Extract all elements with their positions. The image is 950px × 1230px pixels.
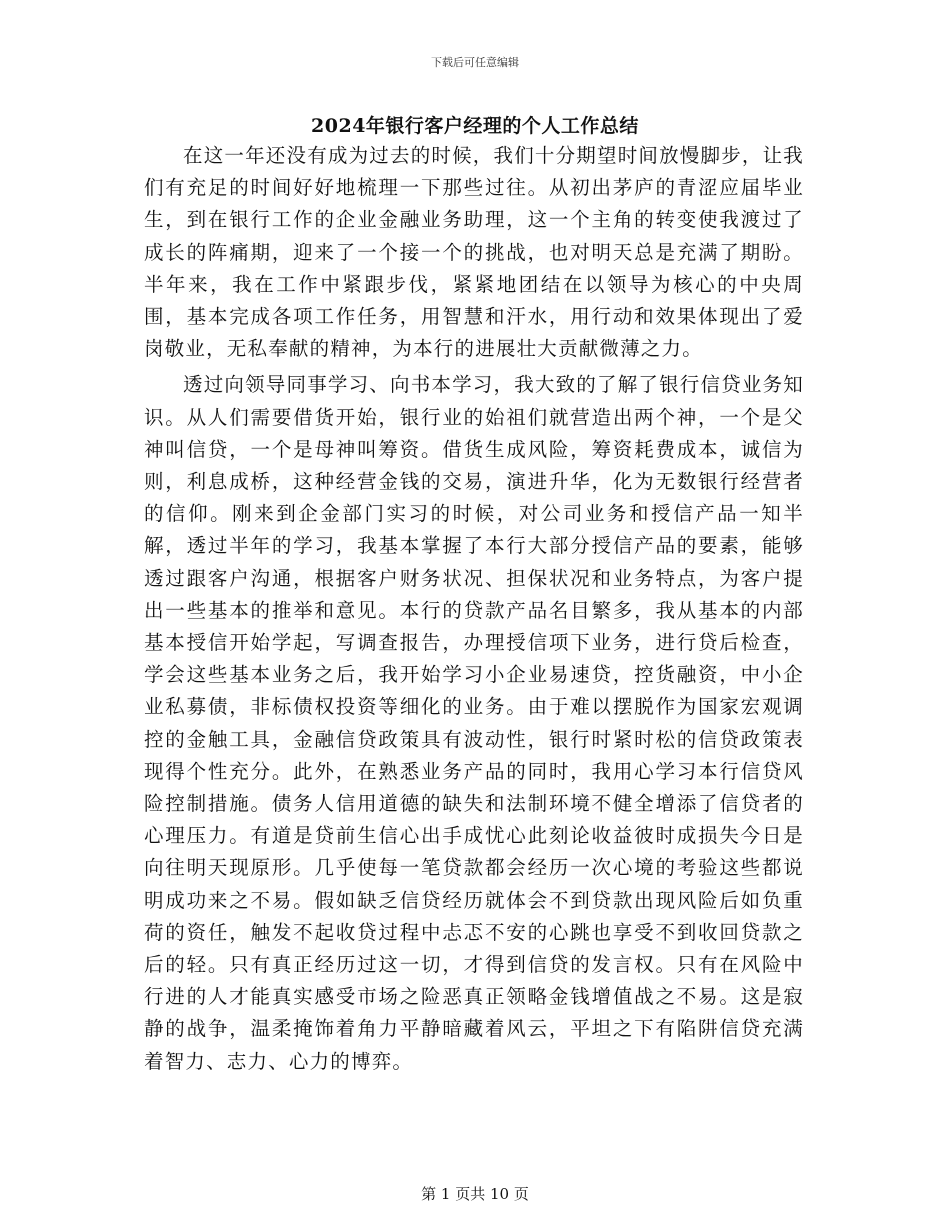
- paragraph: 透过向领导同事学习、向书本学习，我大致的了解了银行信贷业务知识。从人们需要借货开始，银行业的始祖们就营造出两个神，一个是父神叫信贷，一个是母神叫筹资。借货生成风险，筹资耗费成本，诚信为则，利息成桥，这种经营金钱的交易，演进升华，化为无数银行经营者的信仰。刚来到企金部门实习的时候，对公司业务和授信产品一知半解，透过半年的学习，我基本掌握了本行大部分授信产品的要素，能够透过跟客户沟通，根据客户财务状况、担保状况和业务特点，为客户提出一些基本的推举和意见。本行的贷款产品名目繁多，我从基本的内部基本授信开始学起，写调查报告，办理授信项下业务，进行贷后检查，学会这些基本业务之后，我开始学习小企业易速贷，控货融资，中小企业私募债，非标债权投资等细化的业务。由于难以摆脱作为国家宏观调控的金触工具，金融信贷政策具有波动性，银行时紧时松的信贷政策表现得个性充分。此外，在熟悉业务产品的同时，我用心学习本行信贷风险控制措施。债务人信用道德的缺失和法制环境不健全增添了信贷者的心理压力。有道是贷前生信心出手成忧心此刻论收益彼时成损失今日是向往明天现原形。几乎使每一笔贷款都会经历一次心境的考验这些都说明成功来之不易。假如缺乏信贷经历就体会不到贷款出现风险后如负重荷的资任，触发不起收贷过程中忐忑不安的心跳也享受不到收回贷款之后的轻。只有真正经历过这一切，才得到信贷的发言权。只有在风险中行进的人才能真实感受市场之险恶真正领略金钱增值战之不易。这是寂静的战争，温柔掩饰着角力平静暗藏着风云，平坦之下有陷阱信贷充满着智力、志力、心力的博弈。: [144, 373, 805, 1073]
- document-title: 2024年银行客户经理的个人工作总结: [311, 115, 639, 137]
- header-note: 下载后可任意编辑: [431, 56, 519, 69]
- document-body: [144, 140, 804, 1082]
- page-footer: 第 1 页共 10 页: [421, 1185, 529, 1203]
- paragraph: 在这一年还没有成为过去的时候，我们十分期望时间放慢脚步，让我们有充足的时间好好地梳理一下那些过往。从初出茅庐的青涩应届毕业生，到在银行工作的企业金融业务助理，这一个主角的转变使我渡过了成长的阵痛期，迎来了一个接一个的挑战，也对明天总是充满了期盼。半年来，我在工作中紧跟步伐，紧紧地团结在以领导为核心的中央周围，基本完成各项工作任务，用智慧和汗水，用行动和效果体现出了爱岗敬业，无私奉献的精神，为本行的进展壮大贡献微薄之力。: [144, 144, 805, 361]
